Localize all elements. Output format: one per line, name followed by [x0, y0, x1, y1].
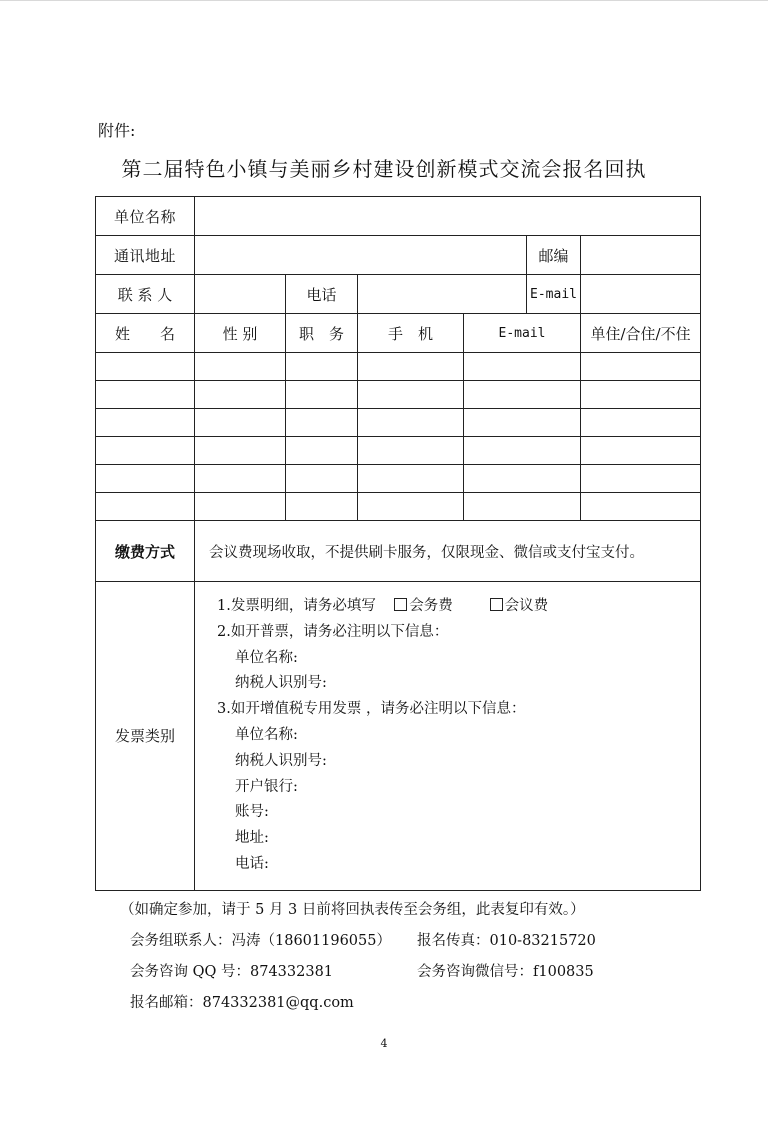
attendee-email-cell[interactable]: [464, 381, 581, 409]
contact-person: 会务组联系人：冯涛（18601196055）: [130, 933, 391, 949]
attendee-gender-cell[interactable]: [195, 353, 286, 381]
address-label: 通讯地址: [96, 236, 195, 275]
attendee-accommodation-cell[interactable]: [581, 437, 701, 465]
row-unit-name: [96, 197, 701, 236]
row-contact: [96, 275, 701, 314]
invoice-detail-instruction: 1.发票明细，请务必填写: [217, 598, 376, 614]
registration-form-table: [95, 196, 701, 891]
invoice-bank: 开户银行:: [235, 778, 298, 795]
invoice-account: 账号:: [235, 804, 269, 821]
attendee-mobile-cell[interactable]: [358, 437, 464, 465]
attendee-gender-cell[interactable]: [195, 437, 286, 465]
attendee-accommodation-cell[interactable]: [581, 353, 701, 381]
payment-row: [96, 521, 701, 582]
invoice-line-2: 2.如开普票，请务必注明以下信息：: [217, 623, 449, 640]
footer-note: （如确定参加，请于 5 月 3 日前将回执表传至会务组，此表复印有效。）: [120, 902, 585, 918]
invoice-option-service-fee-label: 会务费: [409, 598, 453, 614]
attendee-position-cell[interactable]: [286, 353, 358, 381]
col-header-name: 姓 名: [96, 314, 195, 353]
wechat-id: 会务咨询微信号：f100835: [417, 964, 594, 980]
attendee-name-cell[interactable]: [96, 493, 195, 521]
postcode-field[interactable]: [581, 236, 701, 275]
attendee-accommodation-cell[interactable]: [581, 409, 701, 437]
attendee-position-cell[interactable]: [286, 381, 358, 409]
attendee-name-cell[interactable]: [96, 437, 195, 465]
contact-label: 联 系 人: [96, 275, 195, 314]
col-header-position: 职 务: [286, 314, 358, 353]
attendee-name-cell[interactable]: [96, 353, 195, 381]
attendee-email-cell[interactable]: [464, 493, 581, 521]
attendee-name-cell[interactable]: [96, 465, 195, 493]
invoice-label: 发票类别: [96, 582, 195, 891]
payment-text: 会议费现场收取，不提供刷卡服务，仅限现金、微信或支付宝支付。: [195, 521, 701, 582]
invoice-unit-name: 单位名称:: [235, 649, 298, 666]
attendee-accommodation-cell[interactable]: [581, 493, 701, 521]
postcode-label: 邮编: [527, 236, 581, 275]
attendee-mobile-cell[interactable]: [358, 493, 464, 521]
attachment-label: 附件:: [98, 121, 136, 140]
payment-label: 缴费方式: [96, 521, 195, 582]
invoice-details: [195, 582, 701, 891]
attendee-position-cell[interactable]: [286, 437, 358, 465]
attendee-row: [96, 353, 701, 381]
row-address: [96, 236, 701, 275]
invoice-line-1: [217, 594, 700, 620]
attendee-accommodation-cell[interactable]: [581, 465, 701, 493]
phone-label: 电话: [286, 275, 358, 314]
invoice-address: 地址:: [235, 830, 269, 847]
attendee-gender-cell[interactable]: [195, 381, 286, 409]
contact-field[interactable]: [195, 275, 286, 314]
attendee-name-cell[interactable]: [96, 381, 195, 409]
address-field[interactable]: [195, 236, 527, 275]
attendee-position-cell[interactable]: [286, 465, 358, 493]
col-header-email: E-mail: [464, 314, 581, 353]
attendee-email-cell[interactable]: [464, 465, 581, 493]
attendee-row: [96, 381, 701, 409]
attendee-row: [96, 409, 701, 437]
invoice-line-3: 3.如开增值税专用发票 ，请务必注明以下信息：: [217, 701, 526, 718]
page-title: 第二届特色小镇与美丽乡村建设创新模式交流会报名回执: [121, 157, 647, 181]
attendee-row: [96, 493, 701, 521]
invoice-row: [96, 582, 701, 891]
attendee-row: [96, 437, 701, 465]
attendee-email-cell[interactable]: [464, 437, 581, 465]
email-label: E-mail: [527, 275, 581, 314]
invoice-phone: 电话:: [235, 855, 269, 872]
attendee-position-cell[interactable]: [286, 409, 358, 437]
attendee-gender-cell[interactable]: [195, 493, 286, 521]
unit-name-field[interactable]: [195, 197, 701, 236]
attendee-row: [96, 465, 701, 493]
attendee-mobile-cell[interactable]: [358, 409, 464, 437]
unit-name-label: 单位名称: [96, 197, 195, 236]
col-header-gender: 性 别: [195, 314, 286, 353]
attendee-email-cell[interactable]: [464, 353, 581, 381]
attendee-accommodation-cell[interactable]: [581, 381, 701, 409]
attendee-mobile-cell[interactable]: [358, 381, 464, 409]
attendee-position-cell[interactable]: [286, 493, 358, 521]
attendee-mobile-cell[interactable]: [358, 353, 464, 381]
col-header-mobile: 手 机: [358, 314, 464, 353]
attendee-header-row: [96, 314, 701, 353]
invoice-option-meeting-fee-checkbox[interactable]: [490, 598, 503, 611]
fax-number: 报名传真：010-83215720: [417, 933, 596, 949]
phone-field[interactable]: [358, 275, 527, 314]
qq-number: 会务咨询 QQ 号：874332381: [130, 964, 334, 980]
invoice-unit-name-2: 单位名称:: [235, 726, 298, 743]
invoice-option-service-fee-checkbox[interactable]: [394, 598, 407, 611]
page-top-border: [0, 0, 768, 1]
page-number: 4: [380, 1037, 388, 1050]
email-field[interactable]: [581, 275, 701, 314]
invoice-taxpayer-id-2: 纳税人识别号:: [235, 752, 327, 769]
attendee-gender-cell[interactable]: [195, 465, 286, 493]
col-header-accommodation: 单住/合住/不住: [581, 314, 701, 353]
invoice-option-meeting-fee-label: 会议费: [504, 598, 549, 614]
attendee-name-cell[interactable]: [96, 409, 195, 437]
invoice-taxpayer-id: 纳税人识别号:: [235, 675, 327, 692]
registration-email: 报名邮箱：874332381@qq.com: [130, 995, 354, 1011]
attendee-email-cell[interactable]: [464, 409, 581, 437]
attendee-mobile-cell[interactable]: [358, 465, 464, 493]
attendee-gender-cell[interactable]: [195, 409, 286, 437]
